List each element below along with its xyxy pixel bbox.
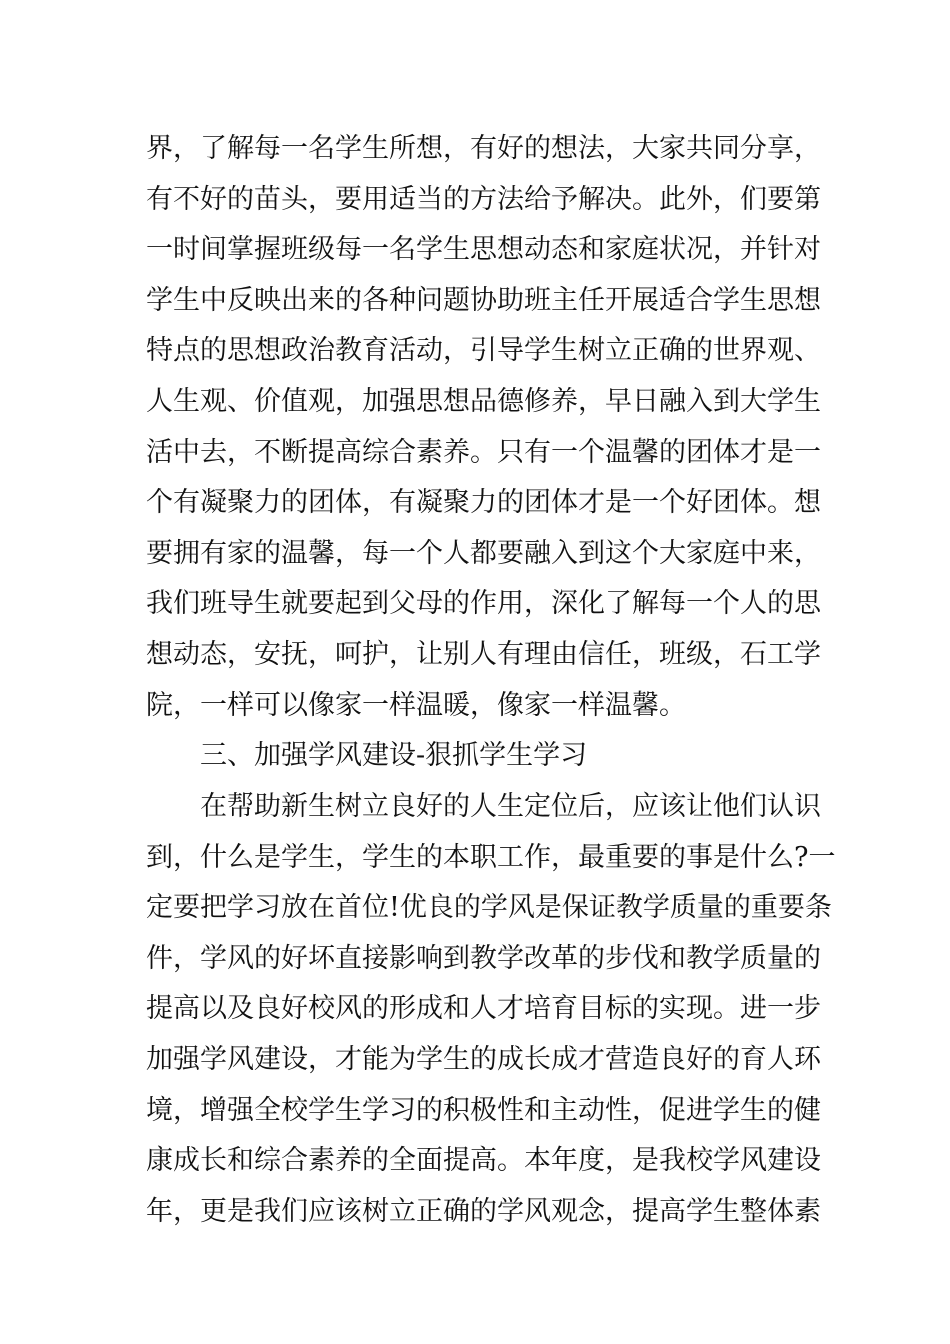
text-line: 在帮助新生树立良好的人生定位后，应该让他们认识 (200, 791, 821, 822)
text-line: 界，了解每一名学生所想，有好的想法，大家共同分享， (146, 133, 821, 164)
text-line: 一时间掌握班级每一名学生思想动态和家庭状况，并针对 (146, 234, 821, 266)
section-heading: 三、加强学风建设-狠抓学生学习 (200, 740, 588, 771)
text-line: 人生观、价值观，加强思想品德修养，早日融入到大学生 (146, 385, 821, 417)
section-heading-block (146, 731, 810, 782)
text-line: 要拥有家的温馨，每一个人都要融入到这个大家庭中来， (146, 537, 821, 569)
text-line: 提高以及良好校风的形成和人才培育目标的实现。进一步 (146, 993, 821, 1025)
text-line: 件，学风的好坏直接影响到教学改革的步伐和教学质量的 (146, 942, 821, 974)
text-line: 院，一样可以像家一样温暖，像家一样温馨。 (146, 689, 686, 721)
text-line: 境，增强全校学生学习的积极性和主动性，促进学生的健 (146, 1094, 821, 1126)
paragraph-continued (146, 124, 821, 731)
text-line: 年，更是我们应该树立正确的学风观念，提高学生整体素 (146, 1195, 821, 1227)
text-line: 我们班导生就要起到父母的作用，深化了解每一个人的思 (146, 588, 821, 620)
text-line: 加强学风建设，才能为学生的成长成才营造良好的育人环 (146, 1043, 821, 1075)
text-line: 特点的思想政治教育活动，引导学生树立正确的世界观、 (146, 335, 821, 367)
text-line: 活中去，不断提高综合素养。只有一个温馨的团体才是一 (146, 436, 821, 468)
text-line: 有不好的苗头，要用适当的方法给予解决。此外，们要第 (146, 183, 821, 215)
text-line: 康成长和综合素养的全面提高。本年度，是我校学风建设 (146, 1145, 821, 1177)
text-line: 个有凝聚力的团体，有凝聚力的团体才是一个好团体。想 (146, 487, 821, 519)
paragraph-section3 (146, 782, 836, 1237)
text-line: 到，什么是学生，学生的本职工作，最重要的事是什么?一 (146, 841, 836, 873)
text-line: 定要把学习放在首位!优良的学风是保证教学质量的重要条 (146, 892, 832, 924)
text-line: 学生中反映出来的各种问题协助班主任开展适合学生思想 (146, 284, 821, 316)
text-line: 想动态，安抚，呵护，让别人有理由信任，班级，石工学 (146, 638, 821, 670)
